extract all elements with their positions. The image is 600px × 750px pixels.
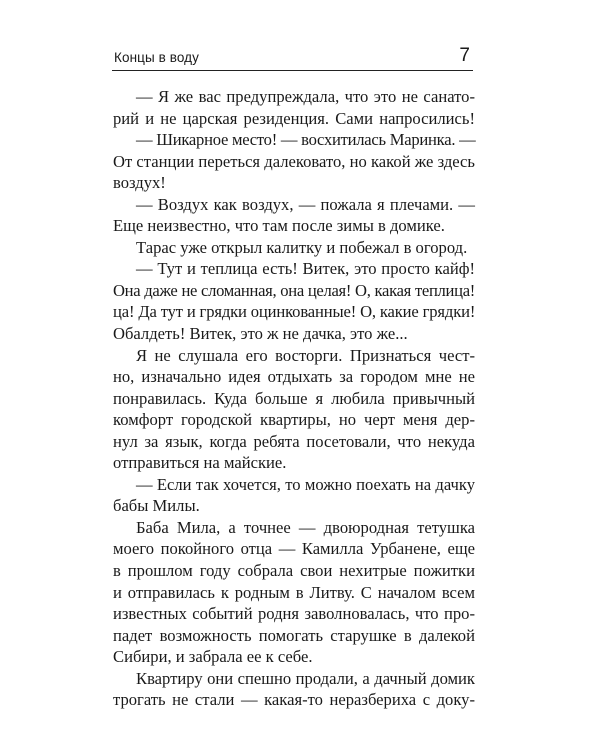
text-line: воздух! — [113, 173, 166, 193]
text-line: — Тут и теплица есть! Витек, это просто кайф! — [136, 259, 475, 279]
text-line: Баба Мила, а точнее — двоюродная тетушка — [136, 517, 475, 537]
text-line: комфорт городской квартиры, но черт меня дер- — [113, 410, 475, 430]
running-header — [112, 44, 473, 71]
text-line: но, изначально идея отдыхать за городом мне не — [113, 367, 475, 387]
running-title: Концы в воду — [114, 50, 199, 65]
text-line: моего покойного отца — Камилла Урбанене, еще — [113, 539, 475, 559]
text-line: трогать не стали — какая-то неразбериха с доку- — [113, 690, 475, 710]
text-line: — Воздух как воздух, — пожала я плечами. — — [136, 194, 475, 214]
text-line: известных событий родня заволновалась, что про- — [113, 604, 475, 624]
text-line: Она даже не сломанная, она целая! О, какая теплица! — [113, 280, 475, 300]
text-line: — Если так хочется, то можно поехать на дачку — [136, 474, 475, 494]
text-line: нул за язык, когда ребята посетовали, что некуда — [113, 431, 475, 451]
text-line: Еще неизвестно, что там после зимы в домике. — [113, 216, 445, 236]
text-line: Тарас уже открыл калитку и побежал в огород. — [136, 237, 468, 257]
text-line: в прошлом году собрала свои нехитрые пожитки — [113, 561, 475, 581]
text-line: Я не слушала его восторги. Признаться чест- — [136, 345, 475, 365]
text-line: рий и не царская резиденция. Сами напросились! — [113, 108, 475, 128]
body-text — [113, 86, 475, 711]
text-line: и отправилась к родным в Литву. С началом всем — [113, 582, 475, 602]
text-line: падет возможность помогать старушке в далекой — [113, 625, 475, 645]
text-line: понравилась. Куда больше я любила привычный — [113, 388, 475, 408]
text-line: бабы Милы. — [113, 496, 200, 516]
text-line: Квартиру они спешно продали, а дачный домик — [136, 668, 475, 688]
page-number: 7 — [459, 45, 470, 66]
text-line: Обалдеть! Витек, это ж не дачка, это же... — [113, 324, 408, 344]
text-line: — Шикарное место! — восхитилась Маринка. — — [136, 130, 476, 150]
text-line: От станции переться далековато, но какой же здесь — [113, 151, 475, 171]
text-line: — Я же вас предупреждала, что это не санато- — [136, 87, 475, 106]
text-line: ца! Да тут и грядки оцинкованные! О, какие грядки! — [113, 302, 476, 322]
text-line: отправиться на майские. — [113, 453, 287, 473]
text-line: Сибири, и забрала ее к себе. — [113, 647, 313, 667]
